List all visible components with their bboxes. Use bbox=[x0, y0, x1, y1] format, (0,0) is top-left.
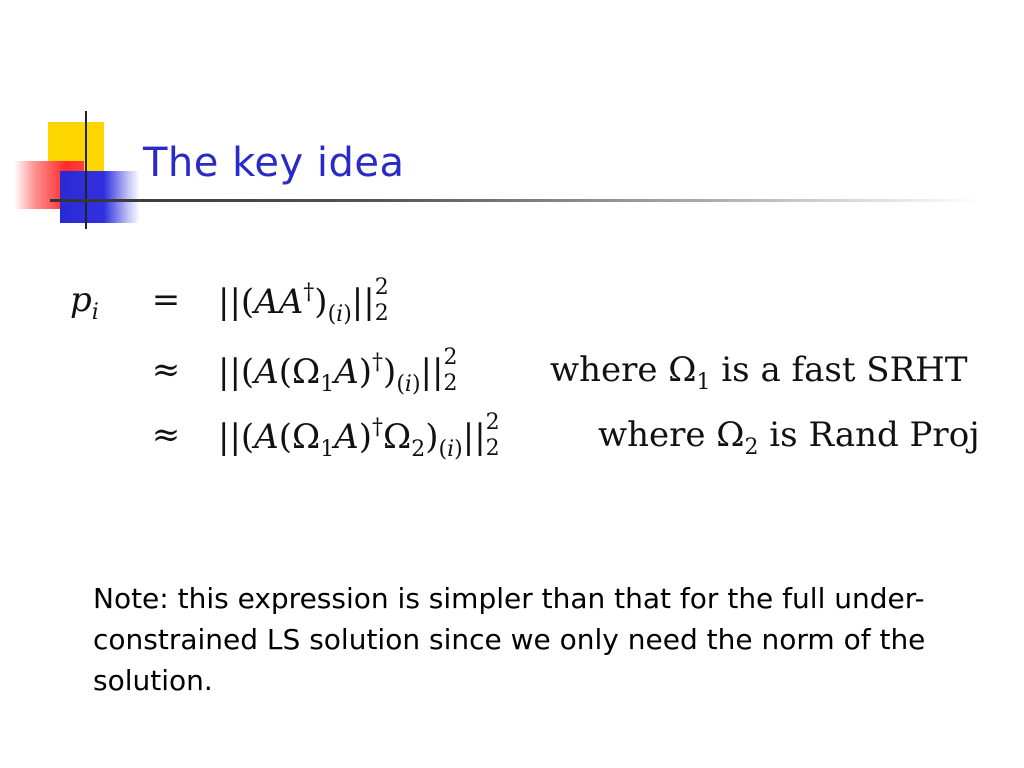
equation-expression: $||(AA^\dagger)_{(i)}||$ 2 2 bbox=[218, 275, 389, 327]
equation-lhs: $p_i$ bbox=[70, 280, 99, 325]
equation-annotation: where $\Omega_2$ is Rand Proj bbox=[598, 415, 980, 460]
equation-expression: $||(A(\Omega_1A)^\dagger)_{(i)}||$ 2 2 bbox=[218, 345, 458, 397]
equation-annotation: where $\Omega_1$ is a fast SRHT bbox=[550, 350, 968, 395]
slide-note: Note: this expression is simpler than that for the full under-constrained LS solution since we only need the norm of the solution. bbox=[93, 582, 926, 697]
slide-title: The key idea bbox=[143, 140, 405, 186]
title-underline bbox=[50, 199, 980, 202]
equation-relation: = bbox=[151, 280, 181, 320]
equation-relation: ≈ bbox=[151, 350, 181, 390]
blue-square bbox=[60, 171, 140, 223]
equation-relation: ≈ bbox=[151, 415, 181, 455]
equation-expression: $||(A(\Omega_1A)^\dagger\Omega_2)_{(i)}||$ 2 2 bbox=[218, 410, 500, 462]
vertical-rule bbox=[85, 111, 87, 229]
slide-logo-decoration bbox=[0, 105, 160, 235]
